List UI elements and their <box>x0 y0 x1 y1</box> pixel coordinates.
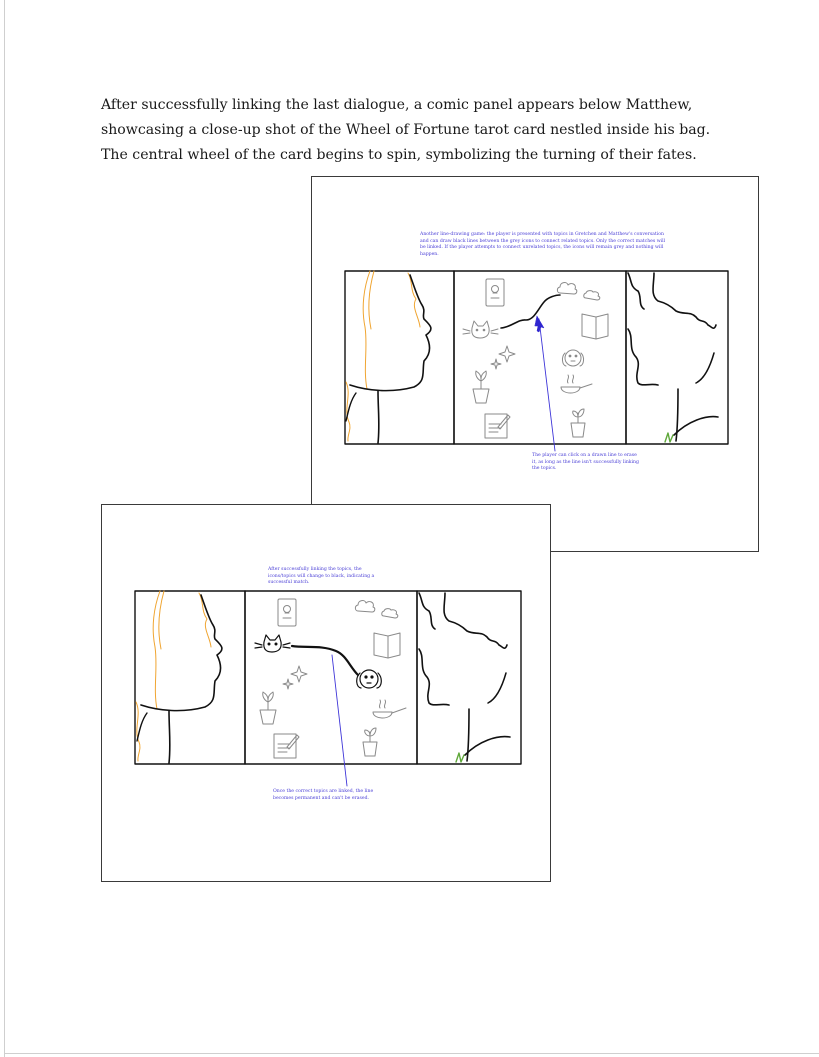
sketch-sheet-top <box>311 176 759 552</box>
success-note: After successfully linking the topics, the icons/topics will change to black, indicating a successful match. <box>268 567 375 586</box>
potted-tulip-icon <box>473 371 489 403</box>
linked-topic-icons <box>255 635 381 688</box>
topic-icons <box>463 279 608 438</box>
open-book-icon <box>582 314 608 339</box>
tarot-card-icon <box>486 279 504 306</box>
notepad-pen-icon <box>274 734 299 758</box>
clouds-icon <box>557 283 599 300</box>
potted-tulip-icon <box>260 692 276 724</box>
comic-sketch-bottom <box>102 505 550 881</box>
center-panel-frame <box>454 271 626 444</box>
sparkles-icon <box>283 666 307 689</box>
page-edge-bottom <box>4 1053 819 1054</box>
permanent-link-line <box>292 646 358 675</box>
cursor-note: The player can click on a drawn line to erase it, as long as the line isn't successfully linking the topics. <box>532 453 639 472</box>
clouds-icon <box>355 601 397 618</box>
topic-icons <box>260 599 406 758</box>
potted-sprout-icon <box>363 728 377 756</box>
cat-icon-linked <box>255 635 290 652</box>
dog-icon <box>562 350 583 366</box>
frying-pan-icon <box>373 700 406 718</box>
gretchen-figure <box>136 591 222 763</box>
cursor-annotation-leader <box>539 319 555 451</box>
page-edge <box>4 0 5 1057</box>
permanent-note: Once the correct topics are linked, the line becomes permanent and can't be erased. <box>273 789 374 801</box>
mouse-cursor-icon <box>535 316 544 332</box>
sketch-sheet-bottom <box>101 504 551 882</box>
open-book-icon <box>374 633 400 658</box>
sparkles-icon <box>491 346 515 369</box>
frying-pan-icon <box>561 375 592 393</box>
potted-sprout-icon <box>571 409 585 437</box>
cat-icon <box>463 321 498 338</box>
gretchen-figure <box>346 271 431 443</box>
matthew-figure <box>628 273 718 442</box>
dog-icon-linked <box>357 670 382 688</box>
intro-paragraph: After successfully linking the last dialogue, a comic panel appears below Matthew, showcasing a close-up shot of the Wheel of Fortune tarot card nestled inside his bag. The central wheel of the card begins to spin, symbolizing the turning of their fates. <box>101 97 711 163</box>
left-panel-frame <box>135 591 245 764</box>
tarot-card-icon <box>278 599 296 626</box>
drawn-link-line <box>501 295 560 328</box>
permanent-annotation-leader <box>332 655 347 786</box>
left-panel-frame <box>345 271 454 444</box>
notepad-pen-icon <box>485 414 510 438</box>
matthew-figure <box>419 593 510 762</box>
instruction-note: Another line-drawing game: the player is presented with topics in Gretchen and Matthew's conversation and can draw black lines between the grey icons to connect related topics. Only the correct matches will be linked. If the player attempts to connect unrelated topics, the icons will remain grey and nothing will happen. <box>420 232 666 257</box>
